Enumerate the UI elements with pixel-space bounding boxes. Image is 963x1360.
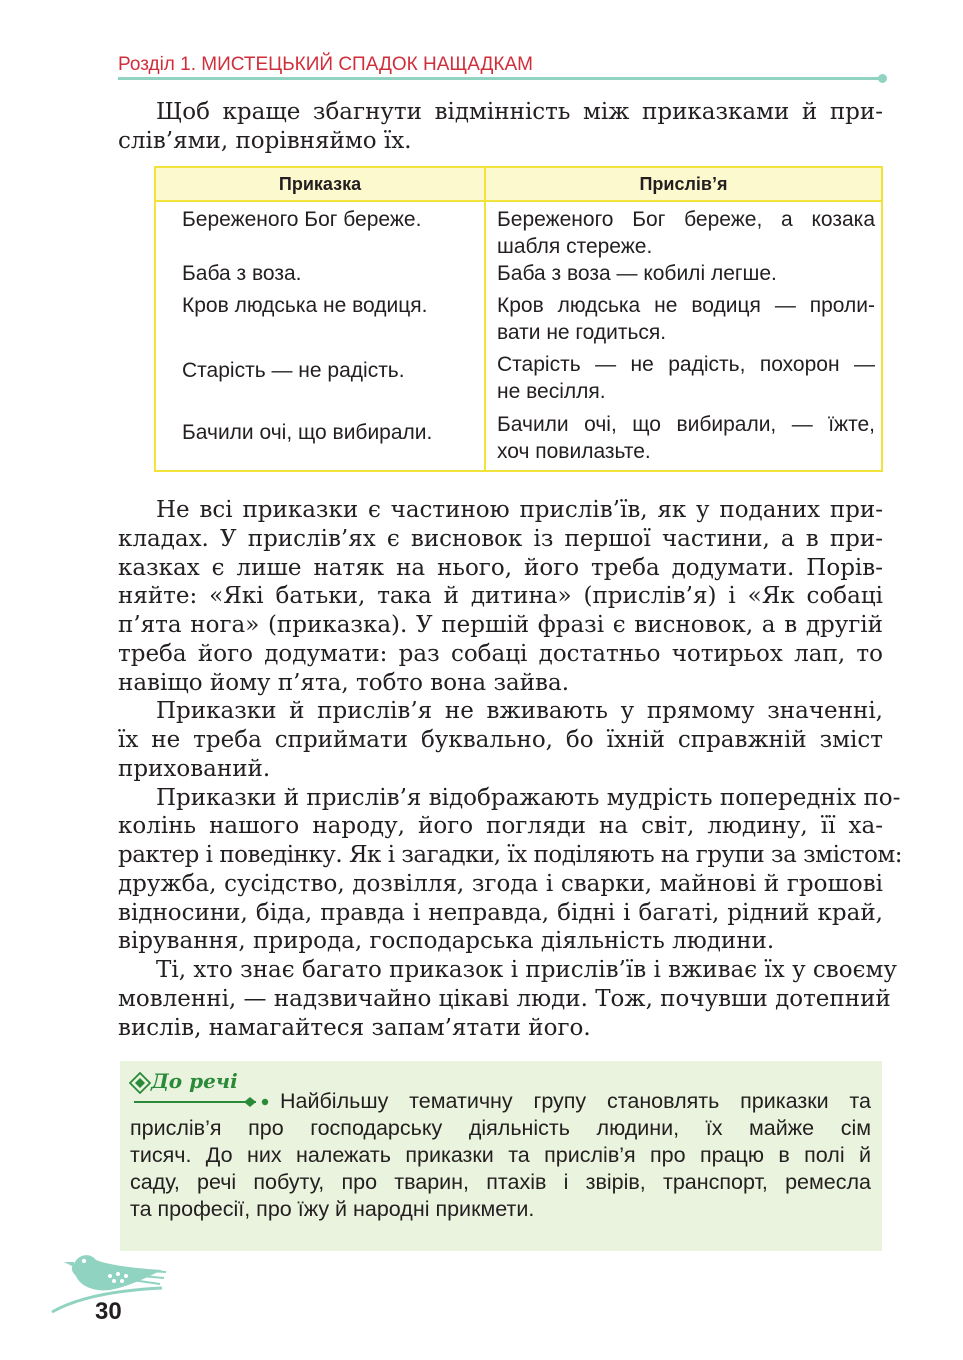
saying-cell: Старість — не радість. — [155, 351, 485, 411]
text-line: Не всі приказки є частиною прислів’їв, як у поданих при- — [156, 497, 883, 523]
text-line: казках є лише натяк на нього, його треба додумати. Порів- — [118, 554, 883, 581]
proverb-cell: Баба з воза — кобилі легше. — [497, 262, 777, 285]
saying-cell: Береженого Бог береже. — [155, 201, 485, 260]
saying-cell: Баба з воза. — [155, 260, 485, 292]
table-row — [155, 292, 882, 351]
text-line: слів’ями, порівняймо їх. — [118, 127, 412, 154]
text-line: їх не треба сприймати буквально, бо їхній справжній зміст — [118, 727, 883, 753]
body-text — [118, 496, 903, 1042]
text-line: Приказки й прислів’я відображають мудрість попередніх по- — [156, 784, 901, 811]
page-number: 30 — [95, 1298, 122, 1325]
table-row — [155, 201, 882, 260]
saying-cell: Бачили очі, що вибирали. — [155, 411, 485, 471]
column-header-proverb: Прислів’я — [485, 167, 882, 201]
text-line: няйте: «Які батьки, така й дитина» (прислів’я) і «Як собаці — [118, 583, 883, 610]
header-rule — [118, 77, 883, 80]
proverb-cell: Береженого Бог береже, а козака шабля стереже. — [497, 208, 875, 258]
table-header-row — [155, 167, 882, 201]
table-row — [155, 260, 882, 292]
proverb-cell: Кров людська не водиця — проли- вати не годиться. — [497, 294, 875, 344]
proverb-cell: Старість — не радість, похорон — не весілля. — [497, 353, 875, 403]
comparison-table — [154, 166, 883, 472]
text-line: тисяч. До них належать приказки та прислів’я про працю в полі й — [130, 1143, 871, 1167]
text-line: відносини, біда, правда і неправда, бідні і багаті, рідний край, — [118, 899, 883, 926]
text-line: навіщо йому п’ята, тобто вона зайва. — [118, 669, 570, 696]
text-line: кладах. У прислів’ях є висновок із першої частини, а в при- — [118, 525, 883, 552]
table-row — [155, 411, 882, 471]
intro-paragraph — [118, 98, 883, 155]
note-title: До речі — [151, 1069, 238, 1093]
text-line: мовленні, — надзвичайно цікаві люди. Тож, почувши дотепний — [118, 985, 891, 1012]
text-line: колінь нашого народу, його погляди на світ, людину, її ха- — [118, 813, 883, 840]
text-line: дружба, сусідство, дозвілля, згода і сварки, майнові й грошові — [118, 870, 883, 897]
text-line: Ті, хто знає багато приказок і прислів’їв і вживає їх у своєму — [156, 957, 897, 983]
header-rule-dot — [878, 74, 887, 83]
proverb-cell: Бачили очі, що вибирали, — їжте, хоч повилазьте. — [497, 413, 875, 463]
column-header-saying: Приказка — [155, 167, 485, 201]
text-line: вислів, намагайтеся запам’ятати його. — [118, 1014, 591, 1041]
saying-cell: Кров людська не водиця. — [155, 292, 485, 351]
text-line: Найбільшу тематичну групу становлять приказки та — [280, 1089, 871, 1113]
table-row — [155, 351, 882, 411]
text-line: п’ята нога» (приказка). У першій фразі є висновок, а в другій — [118, 612, 883, 638]
text-line: прислів’я про господарську діяльність людини, їх майже сім — [130, 1116, 871, 1140]
text-line: прихований. — [118, 755, 271, 782]
text-line: саду, речі побуту, про тварин, птахів і звірів, транспорт, ремесла — [130, 1170, 871, 1194]
text-line: рактер і поведінку. Як і загадки, їх поділяють на групи за змістом: — [118, 842, 903, 868]
text-line: та професії, про їжу й народні прикмети. — [130, 1197, 535, 1221]
note-text — [130, 1088, 871, 1223]
text-line: Приказки й прислів’я не вживають у прямому значенні, — [156, 698, 883, 725]
text-line: Щоб краще збагнути відмінність між приказками й при- — [156, 99, 883, 125]
section-header: Розділ 1. МИСТЕЦЬКИЙ СПАДОК НАЩАДКАМ — [118, 54, 533, 75]
text-line: треба його додумати: раз собаці достатньо чотирьох лап, то — [118, 640, 883, 667]
text-line: вірування, природа, господарська діяльність людини. — [118, 928, 775, 955]
